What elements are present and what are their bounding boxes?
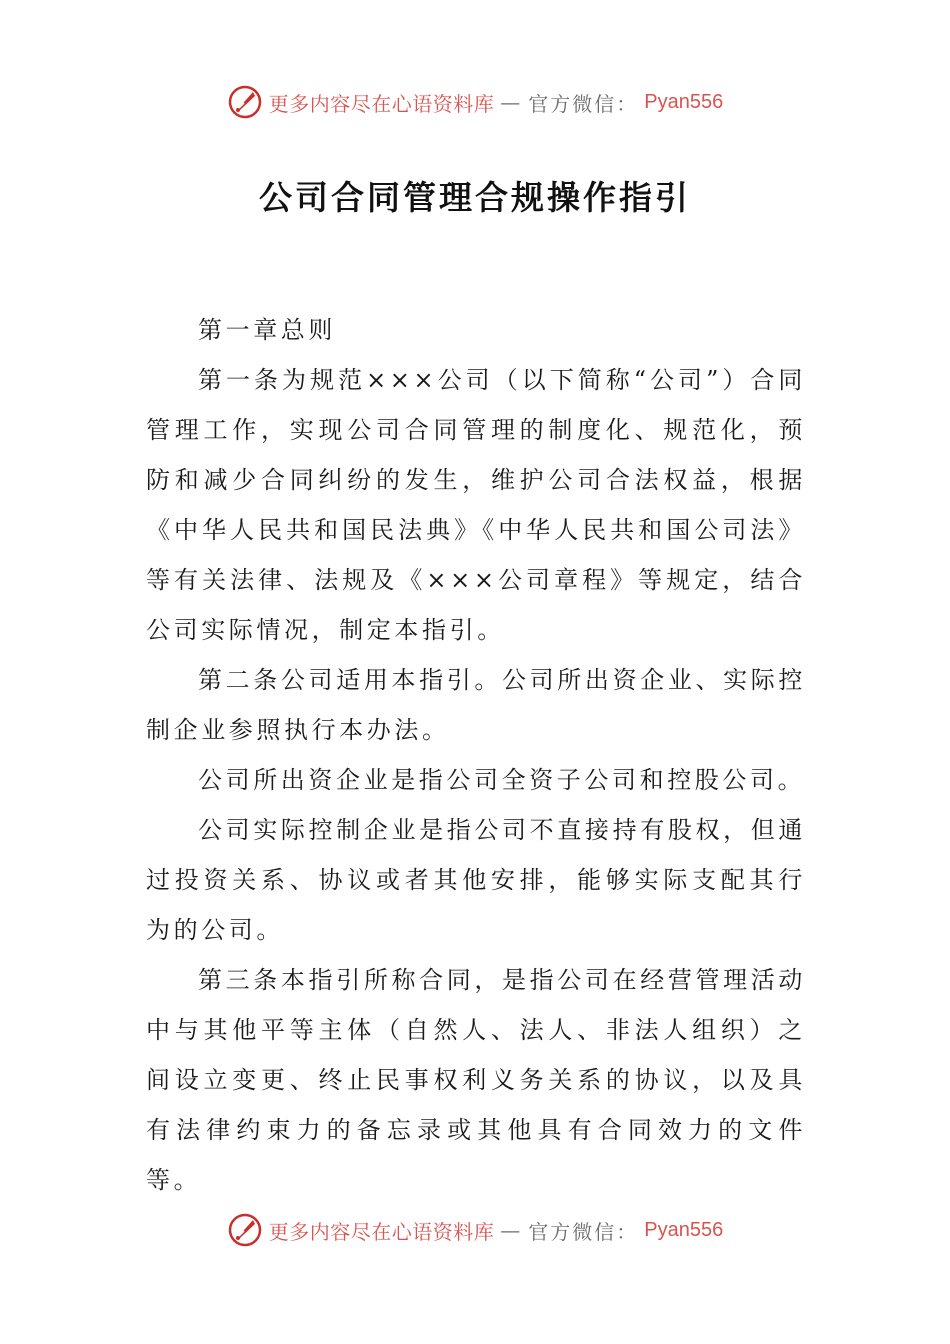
quill-logo-icon xyxy=(227,84,263,120)
header-site-text: 更多内容尽在心语资料库 xyxy=(268,91,495,116)
header-wechat-id: Pyan556 xyxy=(644,90,724,113)
chapter-heading: 第一章总则 xyxy=(198,316,336,344)
footer-site-text: 更多内容尽在心语资料库 xyxy=(268,1219,495,1244)
header-banner xyxy=(0,82,950,122)
article-2-clause-1: 公司所出资企业是指公司全资子公司和控股公司。 xyxy=(198,766,806,794)
article-1: 第一条为规范×××公司（以下简称“公司”）合同管理工作，实现公司合同管理的制度化、规范化，预防和减少合同纠纷的发生，维护公司合法权益，根据《中华人民共和国民法典》《中华人民共和国公司法》等有关法律、法规及《×××公司章程》等规定，结合公司实际情况，制定本指引。 xyxy=(146,366,806,644)
article-2-clause-2: 公司实际控制企业是指公司不直接持有股权，但通过投资关系、协议或者其他安排，能够实际支配其行为的公司。 xyxy=(146,816,806,944)
footer-banner xyxy=(0,1210,950,1250)
footer-separator: — xyxy=(500,1218,523,1242)
header-wechat-label: 官方微信： xyxy=(528,91,639,116)
quill-logo-icon xyxy=(227,1212,263,1248)
header-separator: — xyxy=(500,90,523,114)
article-3: 第三条本指引所称合同，是指公司在经营管理活动中与其他平等主体（自然人、法人、非法人组织）之间设立变更、终止民事权利义务关系的协议，以及具有法律约束力的备忘录或其他具有合同效力的文件等。 xyxy=(146,966,806,1194)
footer-wechat-id: Pyan556 xyxy=(644,1218,724,1241)
article-2: 第二条公司适用本指引。公司所出资企业、实际控制企业参照执行本办法。 xyxy=(146,666,806,744)
document-title: 公司合同管理合规操作指引 xyxy=(259,178,691,217)
document-body xyxy=(146,305,806,1205)
footer-wechat-label: 官方微信： xyxy=(528,1219,639,1244)
